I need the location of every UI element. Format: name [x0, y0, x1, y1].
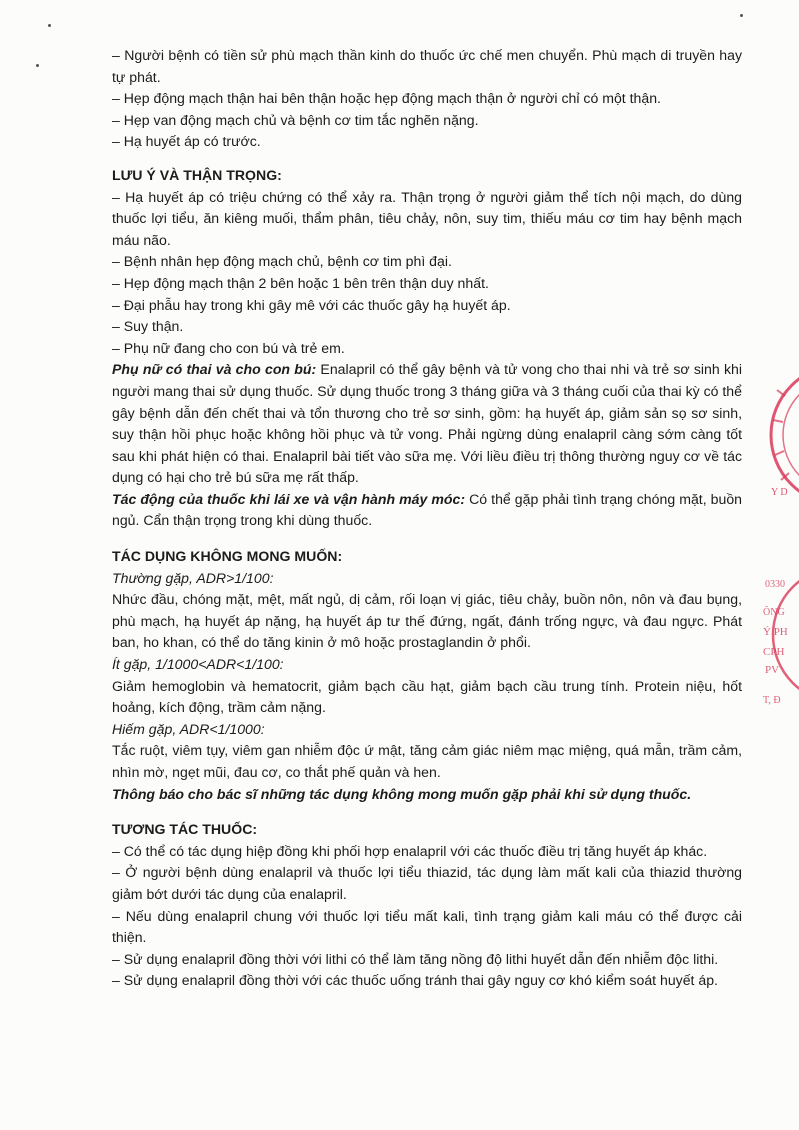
frequency-text: Nhức đầu, chóng mặt, mệt, mất ngủ, dị cảm, rối loạn vị giác, tiêu chảy, buồn nôn, nôn và đau bụng, phù mạch, hạ huyết áp nặng, hạ huyết áp tư thế đứng, ngất, đánh trống ngực, và đau ngực. Phát ban, ho khan, có thể do tăng kinin ở mô hoặc prostaglandin ở phổi.	[112, 591, 742, 651]
notice-text: Thông báo cho bác sĩ những tác dụng không mong muốn gặp phải khi sử dụng thuốc.	[112, 785, 692, 802]
list-item: – Hạ huyết áp có trước.	[112, 133, 261, 150]
section-heading: LƯU Ý VÀ THẬN TRỌNG:	[112, 166, 282, 183]
section-heading: TÁC DỤNG KHÔNG MONG MUỐN:	[112, 548, 343, 565]
frequency-label: Ít gặp, 1/1000<ADR<1/100:	[112, 656, 284, 673]
stamp-text: CPH	[763, 646, 785, 658]
scan-speck	[48, 24, 51, 27]
seal-stamp-upper	[763, 360, 799, 510]
frequency-label: Thường gặp, ADR>1/100:	[112, 569, 274, 586]
driving-text: Có thể gặp phải tình trạng chóng mặt, buồn ngủ. Cẩn thận trọng trong khi dùng thuốc.	[112, 490, 743, 529]
list-item: – Suy thận.	[112, 318, 184, 335]
stamp-text: 0330	[765, 579, 785, 590]
list-item: – Bệnh nhân hẹp động mạch chủ, bệnh cơ tim phì đại.	[112, 253, 452, 270]
leaflet-page	[112, 45, 742, 992]
list-item: – Ở người bệnh dùng enalapril và thuốc lợi tiểu thiazid, tác dụng làm mất kali của thiazid thường giảm bớt dưới tác dụng của enalapril.	[112, 864, 742, 902]
stamp-text: T, Đ	[763, 695, 781, 706]
frequency-text: Giảm hemoglobin và hematocrit, giảm bạch cầu hạt, giảm bạch cầu trung tính. Protein niệu, hốt hoảng, kích động, trầm cảm nặng.	[112, 677, 742, 716]
stamp-text: Ý PH	[763, 626, 788, 638]
list-item: – Hẹp động mạch thận hai bên thận hoặc hẹp động mạch thận ở người chỉ có một thận.	[112, 90, 661, 107]
stamp-text: ÔNG	[763, 607, 785, 618]
list-item: – Sử dụng enalapril đồng thời với lithi có thể làm tăng nồng độ lithi huyết dẫn đến nhiễm độc lithi.	[112, 950, 719, 967]
contraindications-section	[112, 45, 742, 153]
scan-speck	[36, 64, 39, 67]
interactions-section	[112, 819, 742, 992]
list-item: – Hẹp van động mạch chủ và bệnh cơ tim tắc nghẽn nặng.	[112, 111, 479, 128]
adverse-effects-section	[112, 546, 742, 805]
pregnancy-label: Phụ nữ có thai và cho con bú:	[112, 361, 317, 378]
stamp-text: Y D	[771, 487, 788, 498]
scan-speck	[740, 14, 743, 17]
list-item: – Người bệnh có tiền sử phù mạch thần kinh do thuốc ức chế men chuyển. Phù mạch di truyền hay tự phát.	[112, 47, 742, 85]
pregnancy-paragraph	[112, 359, 742, 489]
list-item: – Có thể có tác dụng hiệp đồng khi phối hợp enalapril với các thuốc điều trị tăng huyết áp khác.	[112, 842, 708, 859]
seal-stamp-lower	[761, 565, 799, 715]
list-item: – Hẹp động mạch thận 2 bên hoặc 1 bên trên thận duy nhất.	[112, 274, 489, 291]
list-item: – Phụ nữ đang cho con bú và trẻ em.	[112, 339, 345, 356]
driving-label: Tác động của thuốc khi lái xe và vận hành máy móc:	[112, 490, 466, 507]
driving-paragraph	[112, 489, 742, 532]
list-item: – Đại phẫu hay trong khi gây mê với các thuốc gây hạ huyết áp.	[112, 296, 511, 313]
stamp-text: PV	[765, 664, 780, 676]
section-heading: TƯƠNG TÁC THUỐC:	[112, 821, 258, 838]
precautions-section	[112, 165, 742, 532]
pregnancy-text: Enalapril có thể gây bệnh và tử vong cho thai nhi và trẻ sơ sinh khi người mang thai sử dụng thuốc. Sử dụng thuốc trong 3 tháng giữa và 3 tháng cuối của thai kỳ có thể gây bệnh dẫn đến chết thai và tổn thương cho trẻ sơ sinh, gồm: hạ huyết áp, giảm sản sọ sơ sinh, suy thận hồi phục hoặc không hồi phục và tử vong. Phải ngừng dùng enalapril càng sớm càng tốt sau khi phát hiện có thai. Enalapril bài tiết vào sữa mẹ. Với liều điều trị thông thường nguy cơ về tác dụng có hại cho trẻ bú sữa mẹ rất thấp.	[112, 361, 742, 486]
list-item: – Hạ huyết áp có triệu chứng có thể xảy ra. Thận trọng ở người giảm thể tích nội mạch, do dùng thuốc lợi tiểu, ăn kiêng muối, thẩm phân, tiêu chảy, nôn, suy tim, thiếu máu cơ tim hay bệnh mạch máu não.	[112, 188, 742, 248]
list-item: – Sử dụng enalapril đồng thời với các thuốc uống tránh thai gây nguy cơ khó kiểm soát huyết áp.	[112, 972, 718, 989]
list-item: – Nếu dùng enalapril chung với thuốc lợi tiểu mất kali, tình trạng giảm kali máu có thể được cải thiện.	[112, 907, 742, 946]
frequency-label: Hiếm gặp, ADR<1/1000:	[112, 720, 265, 737]
frequency-text: Tắc ruột, viêm tụy, viêm gan nhiễm độc ứ mật, tăng cảm giác niêm mạc miệng, quá mẫn, trầm cảm, nhìn mờ, ngẹt mũi, đau cơ, co thắt phế quản và hen.	[112, 742, 742, 780]
